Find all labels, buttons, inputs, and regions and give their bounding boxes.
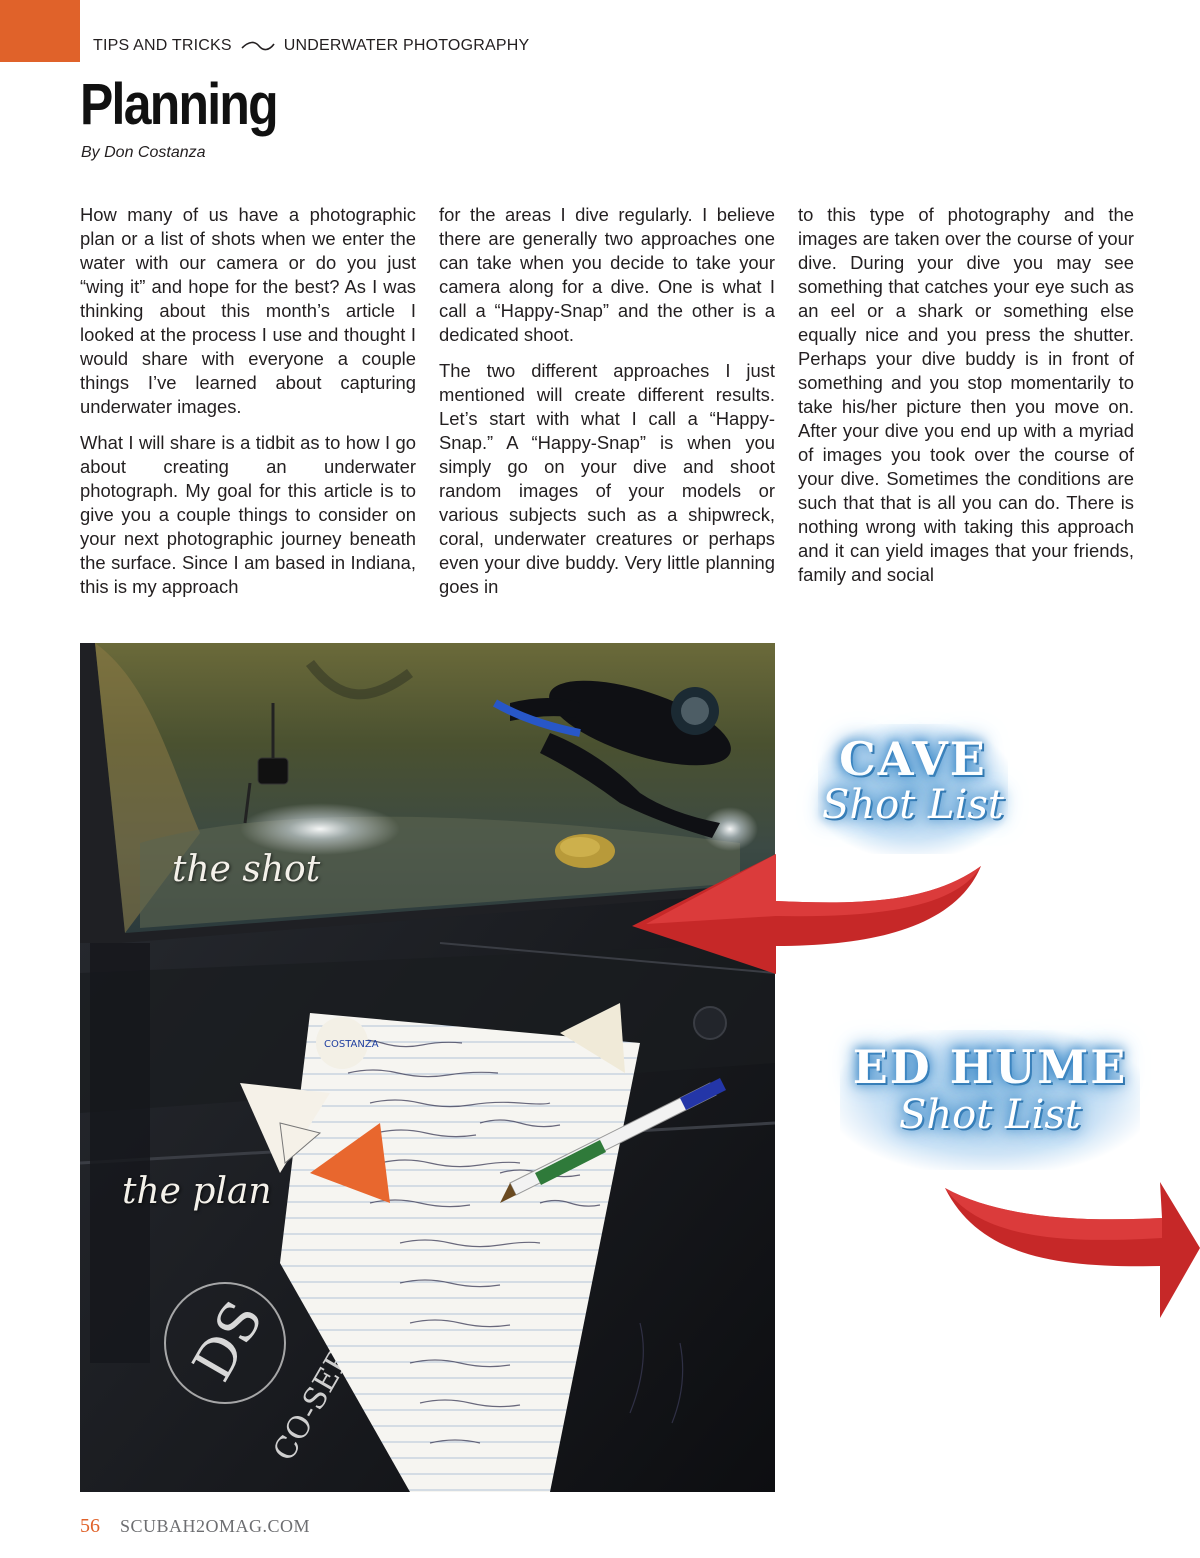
article-photo xyxy=(80,643,775,1492)
page-number: 56 xyxy=(80,1515,100,1537)
ed-callout-title: ED HUME xyxy=(852,1040,1128,1094)
byline: By Don Costanza xyxy=(81,144,206,161)
paragraph: to this type of photography and the images are taken over the course of your dive. During your dive you may see something that catches your eye such as an eel or a shark or something else equally nice and you press the shutter. Perhaps your dive buddy is in front of something and you stop momentarily to take his/her picture then you move on. After your dive you end up with a myriad of images you took over the course of your dive. Sometimes the conditions are such that that is all you can do. There is nothing wrong with taking this approach and it can yield images that your friends, family and social xyxy=(798,204,1134,585)
tilde-separator-icon xyxy=(241,39,275,53)
cave-shot-list-callout xyxy=(818,724,1008,854)
section-header xyxy=(93,36,529,56)
topic-label: UNDERWATER PHOTOGRAPHY xyxy=(283,37,530,54)
svg-text:COSTANZA: COSTANZA xyxy=(324,1039,379,1050)
text-column-2 xyxy=(439,203,775,611)
ed-hume-shot-list-callout xyxy=(840,1030,1140,1170)
svg-text:DS: DS xyxy=(180,1290,276,1392)
article-title: Planning xyxy=(80,72,277,137)
cave-callout-title: CAVE xyxy=(839,732,987,786)
paragraph: What I will share is a tidbit as to how I go about creating an underwater photograph. My goal for this article is to give you a couple things to consider on your next photographic journey beneath the surface. Since I am based in Indiana, this is my approach xyxy=(80,432,416,597)
photo-label-plan: the plan xyxy=(122,1171,272,1212)
ed-callout-subtitle: Shot List xyxy=(899,1092,1081,1138)
cave-callout-subtitle: Shot List xyxy=(822,782,1004,828)
text-column-1 xyxy=(80,203,416,611)
arrow-left-icon xyxy=(626,846,986,976)
paragraph: for the areas I dive regularly. I believe there are generally two approaches one can take when you decide to take your camera along for a dive. One is what I call a “Happy-Snap” and the other is a dedicated shoot. xyxy=(439,204,775,345)
photo-label-shot: the shot xyxy=(172,849,321,890)
arrow-right-icon xyxy=(940,1178,1200,1324)
corner-accent-tab xyxy=(0,0,80,62)
paragraph: How many of us have a photographic plan or a list of shots when we enter the water with our camera or do you just “wing it” and hope for the best? As I was thinking about this month’s article I looked at the process I use and thought I would share with everyone a couple things I’ve learned about capturing underwater images. xyxy=(80,204,416,417)
site-url: SCUBAH2OMAG.COM xyxy=(120,1516,311,1536)
photo-illustration xyxy=(80,643,775,1492)
paragraph: The two different approaches I just mentioned will create different results. Let’s start with what I call a “Happy-Snap.” A “Happy-Snap” is when you simply go on your dive and shoot random images of your models or various subjects such as a shipwreck, coral, underwater creatures or perhaps even your dive buddy. Very little planning goes in xyxy=(439,360,775,597)
page-footer xyxy=(80,1515,310,1538)
text-column-3 xyxy=(798,203,1134,613)
section-label: TIPS AND TRICKS xyxy=(93,37,232,54)
